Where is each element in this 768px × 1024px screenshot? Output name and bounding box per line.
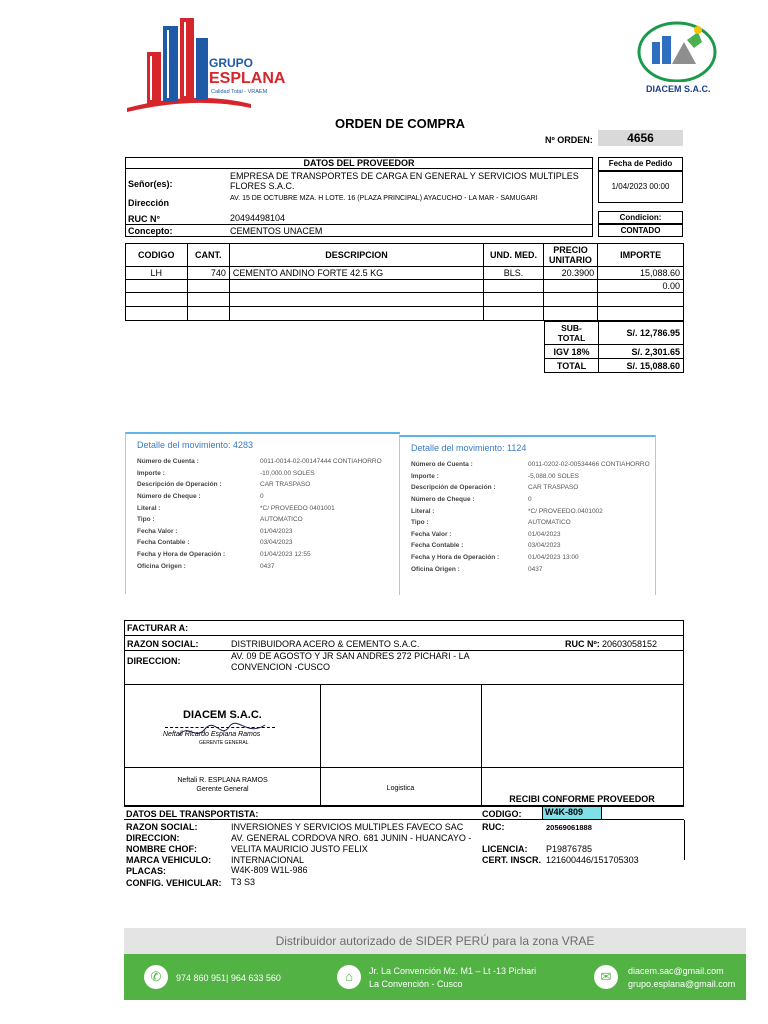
slip-row: Fecha Contable : 03/04/2023 (137, 539, 293, 547)
carrier-ruc-label: RUC: (482, 822, 505, 832)
signer-name: Neftali R. ESPLANA RAMOS (177, 777, 268, 784)
supplier-ruc-label: RUC N° (128, 214, 161, 224)
total-value: S/. 15,088.60 (599, 359, 684, 373)
cert-label: CERT. INSCR. (482, 855, 542, 865)
bill-to-address: AV. 09 DE AGOSTO Y JR SAN ANDRES 272 PICHARI - LA CONVENCION -CUSCO (231, 651, 470, 672)
items-header-row (126, 244, 684, 267)
subtotal-value: S/. 12,786.95 (599, 322, 684, 345)
slip-row: Oficina Origen : 0437 (137, 562, 275, 570)
order-number-label: Nº ORDEN: (545, 135, 593, 145)
carrier-name-label: RAZON SOCIAL: (126, 822, 198, 832)
slip-row: Literal : *C/ PROVEEDO.0401002 (411, 507, 603, 515)
col-header-cant: CANT. (187, 244, 229, 267)
slip-row: Fecha y Hora de Operación : 01/04/2023 13:00 (411, 554, 579, 562)
cell-codigo: LH (126, 267, 188, 280)
carrier-header: DATOS DEL TRANSPORTISTA: (126, 809, 259, 819)
supplier-name-label: Señor(es): (128, 179, 173, 189)
supplier-ruc: 20494498104 (230, 213, 286, 223)
total-label: TOTAL (545, 359, 599, 373)
cell-cant (187, 293, 229, 307)
diacem-logo-graphic (632, 20, 722, 82)
footer-address-1: Jr. La Convención Mz. M1 – Lt -13 Pichari (369, 966, 537, 976)
bill-to-header: FACTURAR A: (125, 621, 683, 636)
condition-label: Condicion: (598, 211, 683, 224)
email-icon: ✉ (594, 965, 618, 989)
cell-importe: 0.00 (598, 280, 684, 293)
cell-descripcion (229, 280, 483, 293)
logistics-label: Logistica (386, 785, 415, 792)
cell-descripcion: CEMENTO ANDINO FORTE 42.5 KG (229, 267, 483, 280)
slip-1-title: Detalle del movimiento: 4283 (137, 440, 254, 450)
footer-email-1: diacem.sac@gmail.com (628, 966, 724, 976)
slip-row: Literal : *C/ PROVEEDO 0401001 (137, 504, 335, 512)
order-date-value: 1/04/2023 00:00 (598, 171, 683, 203)
bank-slip-2 (399, 435, 656, 595)
license-label: LICENCIA: (482, 844, 528, 854)
carrier-address-label: DIRECCION: (126, 833, 180, 843)
slip-row: Descripción de Operación : CAR TRASPASO (411, 484, 579, 492)
subtotal-label: SUB-TOTAL (545, 322, 599, 345)
signer-role: Gerente General (196, 786, 249, 793)
slip-row: Importe : -10,000.00 SOLES (137, 469, 315, 477)
cell-codigo (126, 280, 188, 293)
slip-2-title: Detalle del movimiento: 1124 (411, 443, 527, 453)
igv-label: IGV 18% (545, 345, 599, 359)
supplier-header: DATOS DEL PROVEEDOR (126, 158, 592, 169)
bill-to-name: DISTRIBUIDORA ACERO & CEMENTO S.A.C. (231, 639, 420, 649)
logo-diacem-text: DIACEM S.A.C. (646, 84, 711, 94)
slip-row: Fecha Contable : 03/04/2023 (411, 542, 561, 550)
col-header-descripcion: DESCRIPCION (229, 244, 483, 267)
signature-scribble-icon (177, 721, 267, 743)
slip-row: Descripción de Operación : CAR TRASPASO (137, 481, 311, 489)
bill-to-address-label: DIRECCION: (127, 656, 181, 666)
cell-und: BLS. (484, 267, 544, 280)
supplier-address-label: Dirección (128, 198, 170, 208)
supplier-name: EMPRESA DE TRANSPORTES DE CARGA EN GENERAL Y SERVICIOS MULTIPLES FLORES S.A.C. (230, 171, 579, 191)
cell-codigo (126, 293, 188, 307)
table-row (126, 307, 684, 321)
cell-importe (598, 307, 684, 321)
bill-to-ruc: 20603058152 (602, 639, 658, 649)
carrier-address: AV. GENERAL CORDOVA NRO. 681 JUNIN - HUANCAYO - (231, 833, 472, 843)
stamp-name: Neftali Ricardo Esplana Ramos (163, 731, 261, 738)
home-icon: ⌂ (337, 965, 361, 989)
vehicle-brand-label: MARCA VEHICULO: (126, 855, 212, 865)
supplier-address: AV. 15 DE OCTUBRE MZA. H LOTE. 16 (PLAZA PRINCIPAL) AYACUCHO - LA MAR - SAMUGARI (230, 195, 538, 202)
footer-email-2: grupo.esplana@gmail.com (628, 979, 736, 989)
carrier-header-row (124, 806, 684, 820)
slip-row: Fecha Valor : 01/04/2023 (137, 527, 293, 535)
slip-row: Tipo : AUTOMATICO (411, 519, 571, 527)
totals-table (544, 321, 684, 373)
slip-row: Tipo : AUTOMATICO (137, 516, 303, 524)
cell-importe: 15,088.60 (598, 267, 684, 280)
footer-contact-bar (124, 954, 746, 1000)
col-header-codigo: CODIGO (126, 244, 188, 267)
logo-esplana-text: ESPLANA (209, 70, 286, 87)
footer-distributor: Distribuidor autorizado de SIDER PERÚ para la zona VRAE (124, 928, 746, 954)
cell-descripcion (229, 293, 483, 307)
cell-precio (543, 307, 597, 321)
plates-value: W4K-809 W1L-986 (231, 865, 308, 875)
cell-precio: 20.3900 (543, 267, 597, 280)
stamp-role: GERENTE GENERAL (199, 740, 249, 746)
cell-descripcion (229, 307, 483, 321)
order-date-label: Fecha de Pedido (598, 157, 683, 171)
page-title: ORDEN DE COMPRA (335, 116, 466, 131)
totals-row (545, 322, 684, 345)
col-header-und: UND. MED. (484, 244, 544, 267)
supplier-box (125, 157, 593, 237)
slip-row: Fecha y Hora de Operación : 01/04/2023 12:55 (137, 551, 311, 559)
slip-row: Número de Cheque : 0 (411, 496, 532, 504)
slip-row: Número de Cuenta : 0011-0202-02-00534466 CONTIAHORRO (411, 461, 650, 469)
logo-tagline: Calidad Total - VRAEM (211, 89, 268, 95)
cell-precio (543, 280, 597, 293)
cell-und (484, 280, 544, 293)
slip-row: Número de Cheque : 0 (137, 493, 264, 501)
footer-phones: 974 860 951| 964 633 560 (176, 973, 281, 983)
cell-cant: 740 (187, 267, 229, 280)
cell-cant (187, 280, 229, 293)
driver-name: VELITA MAURICIO JUSTO FELIX (231, 844, 368, 854)
cell-und (484, 307, 544, 321)
vehicle-brand: INTERNACIONAL (231, 855, 305, 865)
phone-icon: ✆ (144, 965, 168, 989)
cert-value: 121600446/151705303 (546, 855, 639, 865)
cell-cant (187, 307, 229, 321)
table-row (126, 267, 684, 280)
table-row (126, 293, 684, 307)
items-table (125, 243, 684, 321)
driver-name-label: NOMBRE CHOF: (126, 844, 197, 854)
cell-importe (598, 293, 684, 307)
supplier-concept-label: Concepto: (128, 226, 173, 236)
grupo-esplana-logo-graphic (125, 16, 285, 116)
totals-row (545, 345, 684, 359)
supplier-received-label: RECIBI CONFORME PROVEEDOR (509, 794, 655, 804)
igv-value: S/. 2,301.65 (599, 345, 684, 359)
carrier-code-label: CODIGO: (482, 809, 522, 819)
cell-und (484, 293, 544, 307)
cell-precio (543, 293, 597, 307)
carrier-ruc: 20569061888 (546, 823, 592, 832)
bill-to-box (124, 620, 684, 685)
cell-codigo (126, 307, 188, 321)
logo-grupo-text: GRUPO (209, 56, 254, 70)
vehicle-config: T3 S3 (231, 877, 256, 887)
supplier-concept: CEMENTOS UNACEM (230, 226, 323, 236)
carrier-name: INVERSIONES Y SERVICIOS MULTIPLES FAVECO SAC (231, 822, 464, 832)
col-header-precio: PRECIO UNITARIO (543, 244, 597, 267)
vehicle-config-label: CONFIG. VEHICULAR: (126, 878, 222, 888)
totals-row (545, 359, 684, 373)
bank-slip-1 (125, 432, 400, 594)
grupo-esplana-logo (125, 16, 285, 116)
carrier-code: W4K-809 (542, 806, 602, 820)
order-number-value: 4656 (598, 130, 683, 146)
slip-row: Fecha Valor : 01/04/2023 (411, 530, 561, 538)
stamp-company: DIACEM S.A.C. (183, 709, 262, 721)
license-value: P19876785 (546, 844, 593, 854)
condition-value: CONTADO (598, 224, 683, 237)
slip-row: Oficina Origen : 0437 (411, 565, 543, 573)
bill-to-name-label: RAZON SOCIAL: (127, 639, 199, 649)
diacem-logo (632, 20, 722, 98)
footer-address-2: La Convención - Cusco (369, 979, 463, 989)
bill-to-ruc-label: RUC Nº: (565, 639, 600, 649)
plates-label: PLACAS: (126, 866, 166, 876)
signature-grid (124, 684, 684, 806)
table-row (126, 280, 684, 293)
slip-row: Número de Cuenta : 0011-0014-02-00147444 CONTIAHORRO (137, 458, 382, 466)
col-header-importe: IMPORTE (598, 244, 684, 267)
slip-row: Importe : -5,088.00 SOLES (411, 472, 579, 480)
